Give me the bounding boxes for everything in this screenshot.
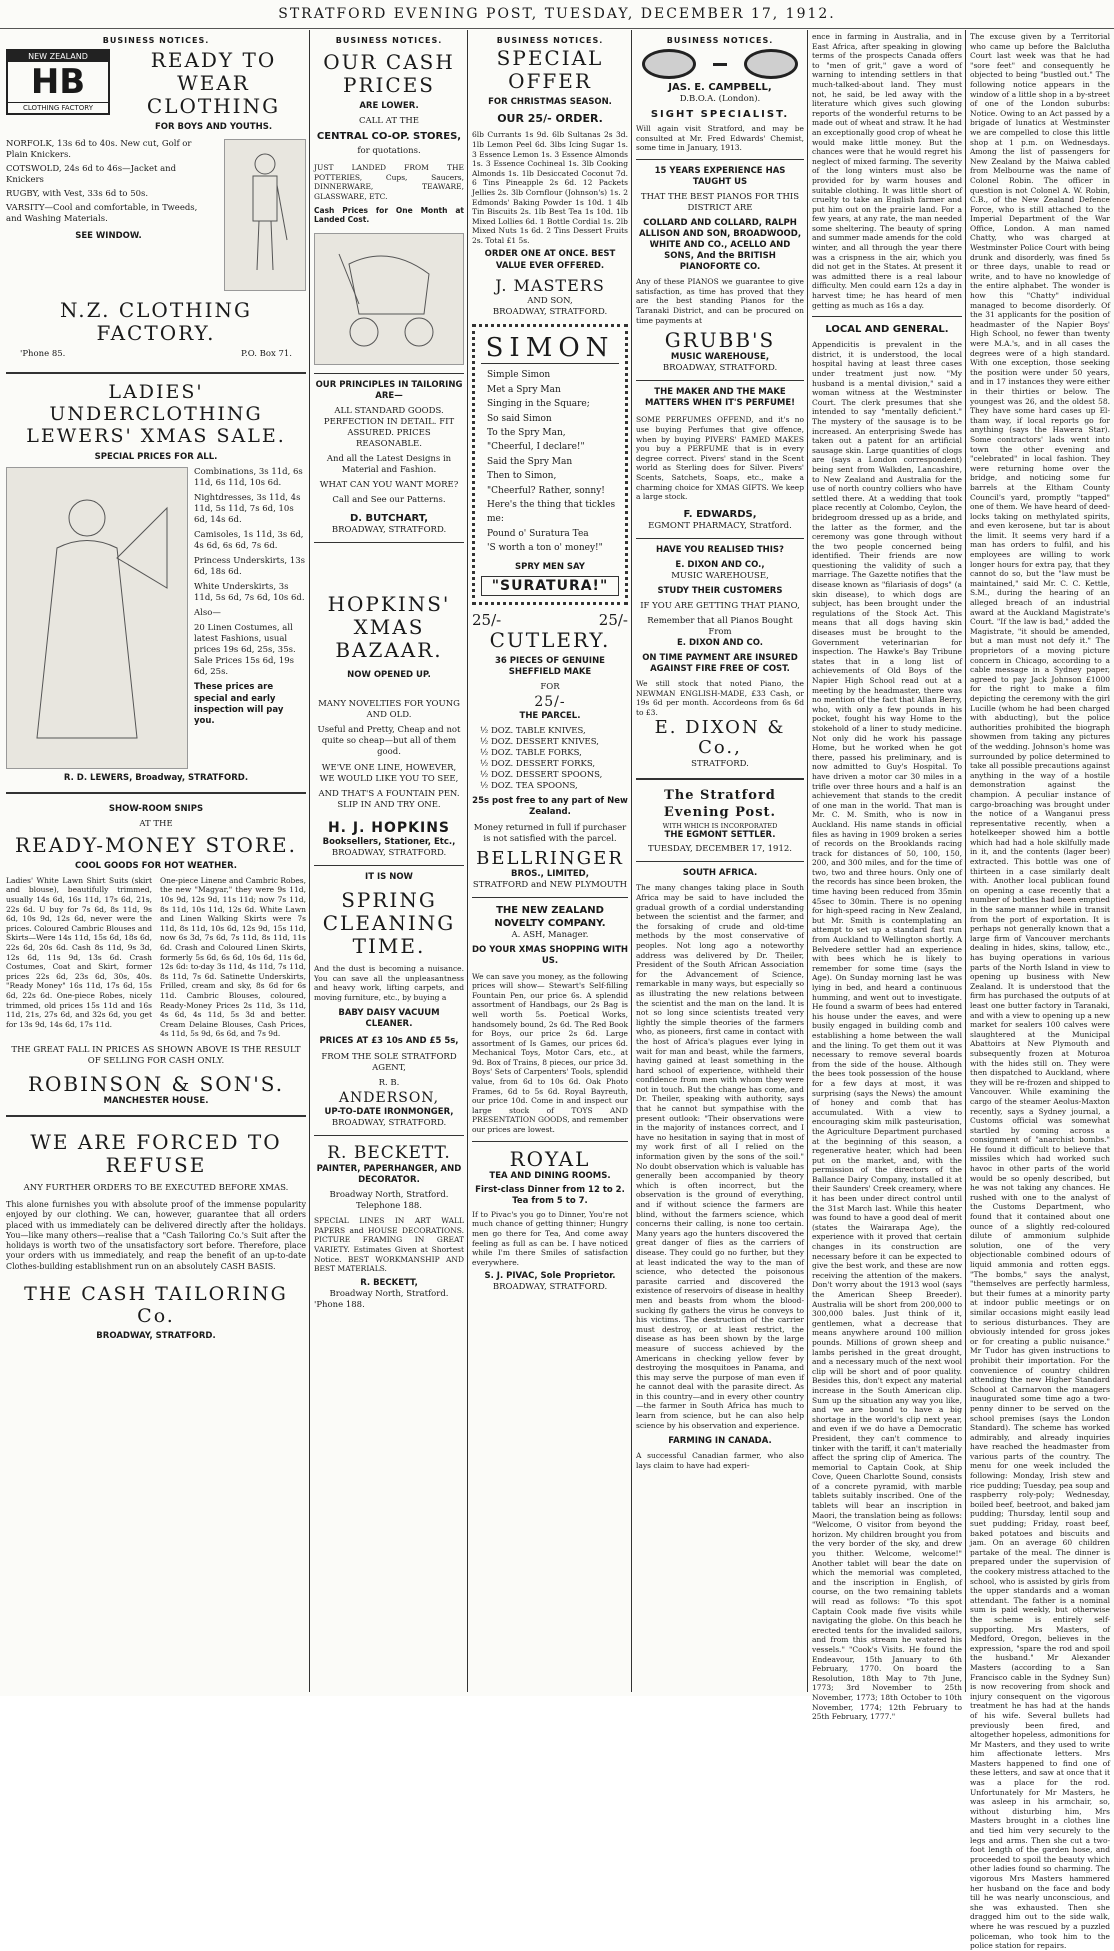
simon-poem: Simple Simon Met a Spry Man Singing in the Square; So said Simon To the Spry Man, "Cheerful, I declare!" Said the Spry Man Then to Simon, "Cheerful? Rather, sonny! Here's the thing that tickles me: Pound o' Suratura Tea 'S worth a ton o' money!" (487, 370, 616, 554)
cash-tailoring: THE CASH TAILORING Co. (24, 1282, 288, 1327)
column-5: ence in farming in Australia, and in East Africa, after speaking in glowing terms of the prospects Canada offers to "men of grit," gave a word of warning to intending settlers in that much-talked-about land. They must not, he said, be led away with the literature which gives such glowing reports of the wonderful returns to be made out of wheat and straw. It he had an exceptionally good crop of wheat he would make little money. But the chances were that he would regret his neglect of mixed farming. The severity of the long winters must also be provided for by warm houses and suitable clothing. It was little short of cruelty to take an English farmer and put him out on the prairie land. For a few years, at any rate, the man needed some sheltering. The beauty of spring and summer made amends for the cold winter, and all through the year there was a crispness in the air, which you did not get in the States. At present it was admitted there is a real labour difficulty. Men could earn 12s a day in harvest time; he has heard of men getting as much as 16s a day. LOCAL AND GENERAL. Appendicitis is prevalent in the district, it is understood, the local hospital having at least three cases under treatment just now. "My husband is a mental division," said a woman witness at the Westminster Court. The clerk presumes that she intended to say "mentally deficient." The mystery of the sausage is to be increased. An enterprising Swede has taken out a patent for an artificial sausage skin. Large quantities of clogs are (says a London correspondent) being sent from Walkden, Lancashire, to New Zealand and Australia for the use of north country colliers who have settled there. At a wedding that took place recently at Colombo, Ceylon, the bridegroom dressed up as a bride, and the latter as the former, and the ceremony was gone through without the two people concerned being identified. Their friends are now questioning the validity of such a marriage. The Gazette notifies that the disease known as "filariasis of dogs" (a skin disease), to which dogs are subject, has been brought under the regulations of the Stock Act. This means that all dogs having skin diseases must be brought to the Government veterinarian for inspection. The Hawke's Bay Tribune states that in a long list of achievements of Old Boys of the Napier High School read out at a meeting by the headmaster, there was no mention of the fact that Allan Berry, who, with only a few pounds in his pocket, fought his way Home to the stokehold of a liner to study medicine. Not only did he work his passage Home, but he worked when he got there, passed his preliminary, and is now admitted to Guy's Hospital. To have driven a motor car 30 miles in a trifle over three hours and a half is an achievement that stands to the credit of one man in the world. That man is Mr. C. M. Smith, who is now in Auckland. His name stands in official files as having in 1909 broken a series of records on the Brooklands racing track for distances of 50, 100, 150, 200, and 300 miles, and for the time of two, two and three hours. Only one of the records has since been broken, the time having been reduced from 35min 45sec to 30min. There is no opening for high-speed racing in New Zealand, but Mr. Smith is contemplating an attempt to set up a standard fast run from Auckland to Wellington shortly. A Belvedere settler had an experience with bees which he is likely to remember for some time (says the Age). On Sunday morning last he was lying in bed, and heard a continuous humming, and went out to investigate. He found a swarm of bees had entered his house under the eaves, and were busily engaged in building comb and establishing a home between the wall and the lining. To get them out it was necessary to remove several boards from the side of the house. Although the bees took possession of the house for a few days at most, it was surprising (says the News) the amount of honey and comb that has accumulated. With a view to encouraging skim milk pasteurisation, the Agriculture Department purchased at the beginning of this season, a regenerative heater, which had been put on the market, and, with the permission of the directors of the Ballance Dairy Company, installed it at their Saunders' Creek creamery, where it has been under direct control until the 31st March last. While this heater was found to have a good deal of merit (states the Wairarapa Age), the experience with it proved that certain changes in its construction are necessary before it can be expected to give the best work, and these are now receiving the attention of the makers. Don't worry about the 1913 wool (says the American Sheep Breeder). Australia will be short from 200,000 to 300,000 bales. Just think of it, gentlemen, what a decrease that means anywhere around 100 million pounds. Millions of grown sheep and lambs perished in the great drought, and a necessary much of the next wool clip will be short and of poor quality. Besides this, don't expect any material increase in the South American clip. Sum up the situation any way you like, and we are bound to have a big shortage in the world's clip next year, and even if we do have a Democratic President, they can't commence to tinker with the tariff, it can't materially affect the spring clip of America. The memorial to Captain Cook, at Ship Cove, Queen Charlotte Sound, consists of a concrete pyramid, with marble tablets suitably inscribed. One of the tablets will bear an inscription in Maori, the translation being as follows: "Welcome, O visitor from beyond the horizon. My children brought you from the very border of the sky, and drew you thither. Welcome, welcome!" Another tablet will bear the date on which the memorial was completed, and the inscription in English, of course, on the two remaining tablets will read as follows: "To this spot Captain Cook made five visits while navigating the globe. On this beach he erected tents for the invalided sailors, and from this stream he watered his vessels." "Cook's Visits. He found the Endeavour, 15th January to 6th February, 1770. On board the Resolution, 18th May to 7th June, 1773; 3rd November to 25th November, 1773; 18th October to 10th November, 1774; 12th February to 25th February, 1777." (812, 32, 962, 1722)
column-1: BUSINESS NOTICES. NEW ZEALAND HB CLOTHING FACTORY READY TO WEAR CLOTHING FOR BOYS AND YOUTHS. NORFOLK, 13s 6d to 40s. New cut, Golf or Plain Knickers. COTSWOLD, 24s 6d to 46s—Jacket and Knickers RUGBY, with Vest, 33s 6d to 50s. VARSITY—Cool and comfortable, in Tweeds, and Washing Materials. SEE WINDOW. N.Z. CLOTHING FACTORY. 'Phone 85. P.O. Box 71. LADIES' UNDERCLOTHING LEWERS' XMAS SALE. SPECIAL PRICES FOR ALL. Combinations, 3s 11d, 6s 11d, 6s 11d, 10s 6d. Nightdresses, 3s 11d, 4s 11d, 5s 11d, 7s 6d, 10s 6d, 14s 6d. Camisoles, 1s 11d, 3s 6d, 4s 6d, 6s 6d, 7s 6d. Princess Underskirts, 13s 6d, 18s 6d. White Underskirts, 3s 11d, 5s 6d, 7s 6d, 10s 6d. Also— 20 Linen Costumes, all latest Fashions, usual prices 19s 6d, 25s, 35s. Sale Prices 15s 6d, 19s 6d, 25s. These prices are special and early inspection will pay you. R. D. LEWERS, Broadway, STRATFORD. SHOW-ROOM SNIPS AT THE READY-MONEY STORE. COOL GOODS FOR HOT WEATHER. Ladies' White Lawn Shirt Suits (skirt and blouse), beautifully trimmed, usually 14s 6d, 16s 11d, 17s 6d, 21s, 22s 6d. U buy for 7s 6d, 8s 11d, 9s 6d, 10s 9d, 12s 6d, never were the prices. Coloured Cambric Blouses and Skirts—Were 14s 11d, 15s 6d, 18s 6d, 22s 6d, 20s 6d. Cash 8s 11d, 9s 3d, 12s 6d, 11s 9d, 13s 6d. Crash Costumes, Coat and Skirt, former prices 22s 6d, 23s 6d, 30s, 40s. "Ready Money" 16s 11d, 17s 6d, 15s 6d, 22s 6d. One-piece Robes, nicely trimmed, old prices 15s 11d and 16s 11d, 21s, 27s 6d, and 32s 6d, you get for 13s 9d, 14s 6d, 17s 11d. One-piece Linene and Cambric Robes, the new "Magyar," they were 9s 11d, 10s 9d, 12s 9d, 11s 11d; now 7s 11d, 8s 11d, 10s 11d, 12s 6d. White Lawn and Linen Walking Skirts were 7s 11d, 8s 11d, 10s 6d, 12s 9d, 15s 11d, now 6s 3d, 7s 6d, 7s 11d, 8s 11d, 11s 6d. Crash and Coloured Linen Skirts, formerly 5s 6d, 6s 6d, 10s 6d, 11s 6d, 12s 6d: to-day 3s 11d, 4s 11d, 7s 11d, 8s 11d, 7s 6d. Satinette Underskirts, Frilled, cream and sky, 8s 6d for 6s 11d. Cambric Blouses, coloured, Ready-Money Prices 2s 11d, 3s 11d, 4s 6d, 4s 11d, 5s 3d and better. Cream Delaine Blouses, Cash Prices, 4s 11d, 5s 9d, 6s 6d, and 7s 9d. THE GREAT FALL IN PRICES AS SHOWN ABOVE IS THE RESULT OF SELLING FOR CASH ONLY. ROBINSON & SON'S. MANCHESTER HOUSE. WE ARE FORCED TO REFUSE ANY FURTHER ORDERS TO BE EXECUTED BEFORE XMAS. This alone furnishes you with absolute proof of the immense popularity enjoyed by our clothing. We can, however, guarantee that all orders placed with us immediately can be delivered directly after the holidays. You—like many others—realise that a "Cash Tailoring Co.'s Suit after the holidays is worth two of the unsatisfactory sort before. Therefore, place your orders with us immediately, and reap the benefit of an up-to-date Clothes-building establishment run on an absolutely CASH BASIS. THE CASH TAILORING Co. BROADWAY, STRATFORD. (6, 36, 306, 1342)
royal: ROYAL (509, 1146, 591, 1171)
our-cash-prices: OUR CASH PRICES (323, 50, 455, 97)
pram-illustration (314, 233, 464, 365)
lewers-headline: LADIES' UNDERCLOTHING LEWERS' XMAS SALE. (26, 381, 286, 447)
ladies-illustration (6, 467, 188, 769)
local-general-heading: LOCAL AND GENERAL. (825, 324, 949, 336)
column-3: BUSINESS NOTICES. SPECIAL OFFER FOR CHRISTMAS SEASON. OUR 25/- ORDER. 6lb Currants 1s 9d. 6lb Sultanas 2s 3d. 1lb Lemon Peel 6d. 3lbs Icing Sugar 1s. 3 Essence Lemon 1s. 3 Essence Almonds 1s. 3 Essence Cochineal 1s. 3lb Cooking Almonds 1s. 1lb Desiccated Coconut 7d. 6 Tins Pineapple 2s 6d. 12 Packets Jellies 2s. 3lb Cornflour (Johnson's) 1s. 2 Edmonds' Baking Powder 1s 10d. 1 4lb Tin Biscuits 2s. 1lb Best Tea 1s 10d. 1lb Mixed Lollies 6d. 1 Bottle Cordial 1s. 2lb Mixed Nuts 1s 6d. 2 Tins Dessert Fruits 2s. Total £1 5s. ORDER ONE AT ONCE. BEST VALUE EVER OFFERED. J. MASTERS AND SON, BROADWAY, STRATFORD. SIMON Simple Simon Met a Spry Man Singing in the Square; So said Simon To the Spry Man, "Cheerful, I declare!" Said the Spry Man Then to Simon, "Cheerful? Rather, sonny! Here's the thing that tickles me: Pound o' Suratura Tea 'S worth a ton o' money!" SPRY MEN SAY "SURATURA!" 25/- 25/- CUTLERY. 36 PIECES OF GENUINE SHEFFIELD MAKE FOR 25/- THE PARCEL. ½ DOZ. TABLE KNIVES, ½ DOZ. DESSERT KNIVES, ½ DOZ. TABLE FORKS, ½ DOZ. DESSERT FORKS, ½ DOZ. DESSERT SPOONS, ½ DOZ. TEA SPOONS, 25s post free to any part of New Zealand. Money returned in full if purchaser is not satisfied with the parcel. BELLRINGER BROS., LIMITED, STRATFORD and NEW PLYMOUTH THE NEW ZEALAND NOVELTY COMPANY. A. ASH, Manager. DO YOUR XMAS SHOPPING WITH US. We can save you money, as the following prices will show— Stewart's Self-filling Fountain Pen, our price 6s. A splendid assortment of Handbags, our 2s Bag is well worth 5s. Poetical Works, handsomely bound, 2s 6d. The Red Book for Boys, our price 2s 6d. Large assortment of Is Games, our prices 6d. Mechanical Toys, Motor Cars, etc., at 9d. Box of Trains, 8 pieces, our price 3d. Boys' Sets of Carpenters' Tools, splendid value, from 6d to 10s 6d. Oak Photo Frames, 6d to 5s 6d. Royal Bayreuth, our price 10d. Come in and inspect our large stock of TOYS AND PRESENTATION GOODS, and remember our prices are lowest. ROYAL TEA AND DINING ROOMS. First-class Dinner from 12 to 2. Tea from 5 to 7. If to Pivac's you go to Dinner, You're not much chance of getting thinner; Hungry men go there for Tea, And come away feeling as full as can be. I have noticed while I'm there Smiles of satisfaction everywhere. S. J. PIVAC, Sole Proprietor. BROADWAY, STRATFORD. (472, 36, 628, 1293)
grubbs: GRUBB'S (664, 328, 776, 353)
paper-title: The Stratford Evening Post. (663, 788, 777, 820)
column-4: BUSINESS NOTICES. JAS. E. CAMPBELL, D.B.O.A. (London). SIGHT SPECIALIST. Will again visit Stratford, and may be consulted at Mr. Fred Edwards' Chemist, some time in January, 1913. 15 YEARS EXPERIENCE HAS TAUGHT US THAT THE BEST PIANOS FOR THIS DISTRICT ARE COLLARD AND COLLARD, RALPH ALLISON AND SON, BROADWOOD, WHITE AND CO., ACELLO AND SONS, And the BRITISH PIANOFORTE CO. Any of these PIANOS we guarantee to give satisfaction, as time has proved that they are the best standing Pianos for the Taranaki District, and can be procured on time payments at GRUBB'S MUSIC WAREHOUSE, BROADWAY, STRATFORD. THE MAKER AND THE MAKE MATTERS WHEN IT'S PERFUME! SOME PERFUMES OFFEND, and it's no use buying Perfumes that give offence, when by buying PIVERS' FAMED MAKES you buy a PERFUME that is in every degree correct. Pivers' stand in the Scent world as Sterling does for Silver. Pivers' Scents, Satchets, Soaps, etc., make a charming choice for XMAS GIFTS. We keep a large stock. F. EDWARDS, EGMONT PHARMACY, Stratford. HAVE YOU REALISED THIS? E. DIXON AND CO., MUSIC WAREHOUSE, STUDY THEIR CUSTOMERS IF YOU ARE GETTING THAT PIANO, Remember that all Pianos Bought From E. DIXON AND CO. ON TIME PAYMENT ARE INSURED AGAINST FIRE FREE OF COST. We still stock that noted Piano, the NEWMAN ENGLISH-MADE, £33 Cash, or 19s 6d per month. Accordeons from 6s 6d to £3. E. DIXON & Co., STRATFORD. The Stratford Evening Post. WITH WHICH IS INCORPORATED THE EGMONT SETTLER. TUESDAY, DECEMBER 17, 1912. SOUTH AFRICA. The many changes taking place in South Africa may be said to have included the gradual growth of a cordial understanding between the scientist and the farmer, and the forsaking of crude and old-time methods by the most conservative of peoples. Not long ago a noteworthy address was delivered by Dr. Theiler, President of the South African Association for the Advancement of Science, remarkable in many ways, but especially so as illustrating the new relations between the scientist and the man on the land. It is not so long since scientists treated very lightly the simple theories of the farmers who, as pioneers, first came in contact with the host of Africa's plagues ever lying in wait for man and beast, while the farmers, having gained at least something in the hard school of experience, withheld their confidence from men with whom they were not in touch. But the change has come, and Dr. Theiler, speaking with authority, says that he cannot but sympathise with the present outlook: "Their observations were in the majority of instances correct, and I have no hesitation in saying that in most of my work first of all I relied on the information given by the sons of the soil." No doubt observation which is valuable has generally been accompanied by theory which is often incorrect, but the observation is the ground of everything, and if without science the farmers are blind, without the farmers science, which concerns their calling, is none too certain. Many years ago the hunters discovered the great danger of flies as the carriers of disease. They could go no further, but they at least indicated the way to the man of science, who detected the poisonous parasite carried and discovered the existence of reservoirs of disease in healthy men and beasts from whom the blood-sucking fly gathers the virus he conveys to his victims. The destruction of the carrier must destroy, or at least restrict, the disease as has been shown by the large measure of success achieved by the Americans in checking yellow fever by destroying the mosquitoes in Panama, and this may serve the purpose of man even if he cannot deal with the parasite direct. As in this country—and in every other country—the farmer in South Africa has much to learn from science, but he can also help science by his observation and experience. FARMING IN CANADA. A successful Canadian farmer, who also lays claim to have had experi- (636, 36, 804, 1470)
article-continuation: ence in farming in Australia, and in East Africa, after speaking in glowing terms of the prospects Canada offers to "men of grit," gave a word of warning to intending settlers in that much-talked-about land. They must not, he said, be led away with the literature which gives such glowing reports of the wonderful returns to be made out of wheat and straw. It he had an exceptionally good crop of wheat he would make little money. But the chances were that he would regret his neglect of mixed farming. The severity of the long winters must also be provided for by warm houses and suitable clothing. It was little short of cruelty to take an English farmer and put him out on the prairie land. For a few years, at any rate, the man needed some sheltering. The beauty of spring and summer made amends for the cold winter, and all through the year there was a crispness in the air, which you did not get in the States. At present it was admitted there is a real labour difficulty. Men could earn 12s a day in harvest time; he has heard of men getting as much as 16s a day. (812, 32, 962, 310)
column-2: BUSINESS NOTICES. OUR CASH PRICES ARE LOWER. CALL AT THE CENTRAL CO-OP. STORES, for quotations. JUST LANDED FROM THE POTTERIES, Cups, Saucers, DINNERWARE, TEAWARE, GLASSWARE, ETC. Cash Prices for One Month at Landed Cost. OUR PRINCIPLES IN TAILORING ARE— ALL STANDARD GOODS. PERFECTION IN DETAIL. FIT ASSURED. PRICES REASONABLE. And all the Latest Designs in Material and Fashion. WHAT CAN YOU WANT MORE? Call and See our Patterns. D. BUTCHART, BROADWAY, STRATFORD. HOPKINS' XMAS BAZAAR. NOW OPENED UP. MANY NOVELTIES FOR YOUNG AND OLD. Useful and Pretty, Cheap and not quite so cheap—but all of them good. WE'VE ONE LINE, HOWEVER, WE WOULD LIKE YOU TO SEE, AND THAT'S A FOUNTAIN PEN. SLIP IN AND TRY ONE. H. J. HOPKINS Booksellers, Stationer, Etc., BROADWAY, STRATFORD. IT IS NOW SPRING CLEANING TIME. And the dust is becoming a nuisance. You can save all the unpleasantness and heavy work, lifting carpets, and moving furniture, etc., by buying a BABY DAISY VACUUM CLEANER. PRICES AT £3 10s AND £5 5s, FROM THE SOLE STRATFORD AGENT, R. B. ANDERSON, UP-TO-DATE IRONMONGER, BROADWAY, STRATFORD. R. BECKETT. PAINTER, PAPERHANGER, AND DECORATOR. Broadway North, Stratford. Telephone 188. SPECIAL LINES IN ART WALL PAPERS and HOUSE DECORATIONS. PICTURE FRAMING IN GREAT VARIETY. Estimates Given at Shortest Notice. BEST WORKMANSHIP AND BEST MATERIALS. R. BECKETT, Broadway North, Stratford. 'Phone 188. (314, 36, 464, 1310)
masters-name: J. MASTERS (495, 275, 605, 295)
nz-clothing-factory: N.Z. CLOTHING FACTORY. (60, 298, 252, 346)
masthead: STRATFORD EVENING POST, TUESDAY, DECEMBER 17, 1912. (0, 0, 1114, 29)
ready-money-store: READY-MONEY STORE. (15, 832, 297, 857)
robinson-sons: ROBINSON & SON'S. (27, 1072, 285, 1097)
cutlery: CUTLERY. (489, 627, 611, 652)
edixon: E. DIXON & Co., (654, 716, 786, 759)
spring-cleaning: SPRING CLEANING TIME. (322, 888, 456, 959)
column-6 (970, 32, 1110, 1951)
forced-headline: WE ARE FORCED TO REFUSE (30, 1130, 282, 1178)
local-news-continued: The excuse given by a Territorial who came up before the Balclutha Court last week was that he had "sore feet" and consequently he objected to being "bustled out." The following notice appears in the window of a little shop in a by-street of one of the London suburbs: Notice. Owing to an Act passed by a brigade of lunatics at Westminster we are compelled to close this little shop at 1 p.m. on Wednesdays. Among the list of passengers for New Zealand by the Maiwa cabled from Melbourne was the name of Colonel Robin. The officer in question is not Colonel A. W. Robin, C.B., of the New Zealand Defence Force, who is still attached to the Imperial Department of the War Office, London. A man named Chatty, who was charged at Westminster Police Court with being drunk and disorderly, was fined 5s or three days, unable to read or write, and to have no knowledge of the entire alphabet. The wonder is how this "Chatty" individual managed to become disorderly. Of the 31 applicants for the position of headmaster of the Napier Boys' High School, no fewer than twenty were M.A.'s, and in all cases the degrees were of a high standard. With one exception, those seeking the position were under 50 years, and in 17 instances they were either in their thirties or below. The youngest was 26, and the oldest 58. They have some hard cases up El-tham way, if local reports go for anything (says the Hawera Star). Some contractors' lads went into town the other evening and "celebrated" in local fashion. They were returning home over the bridge, and noticing some fur barrels at the Eltham County Council's yard, promptly "tapped" one of them. We have heard of deed-locks taking on methylated spirits, and even kerosene, but tar is about the limit. It seems very hard if a man has orders to fulfil, and his employees are willing to work longer hours for extra pay, that they cannot do so, but the "law must be maintained," said Mr. C. C. Kettle, S.M., during the hearing of an alleged breach of an industrial award at the Auckland Magistrate's Court. "If the law is bad," added the Magistrate, "it should be amended, but a man must not defy it." The proprietors of a moving picture concern in Chicago, according to a cable message in a Sydney paper, agreed to pay Jack Johnson £1000 for the right to make a film depicting the ceremony with the girl Lucille (whom he had been charged with abducting), but the police authorities prohibited the biograph showmen from taking any pictures of the wedding. Johnson's home was surrounded by police determined to take all possible precautions against anything in the way of a hostile demonstration against the champion. A peculiar instance of cargo-broaching was brought under the notice of a Wanganui press representative recently, when a hotelkeeper showed him a bottle which had had a hole skilfully made in it, and the contents (lager beer) extracted. This bottle was one of thirteen in a case similarly dealt with. Another local publican found on opening a case recently that a number of bottles had been emptied in the same manner while in transit from the port of exportation. It is perhaps not generally known that a large firm of Vancouver merchants dealing in hides, skins, tallow, etc., has buying operations in various parts of the North Island in view to opening up business with New Zealand. It is understood that the firm has purchased the outputs of at least one butter factory in Taranaki, and with a view to opening up a new market for sealers 100 calves were slaughtered at the Municipal Abattoirs at New Plymouth and subsequently frozen at Moturoa with the hides still on. They were then dispatched to Auckland, where they will be re-frozen and shipped to Vancouver. While examining the cargo of the steamer Aeolus-Maxton recently, says a Sydney journal, a Customs official was somewhat startled by coming across a consignment of "anarchist bombs." He found it difficult to believe that missiles which had worked such havoc in other parts of the world would be so openly described, but he was not taking any chances. He rushed with one to the analyst of the Customs Department, who found that it contained about one ounce of a slightly red-coloured dilute of ammonium sulphide solution, one of the very objectionable combined odours of liquid ammonia and rotten eggs. "The bombs," says the analyst, "themselves are perfectly harmless, but their fumes at a minority party at indoor public meetings or on similar occasions might easily lead to serious disturbances. They are obviously intended for gross jokes or for creating a public nuisance." Mr Tudor has given instructions to prohibit their importation. For the convenience of country children attending the new Higher Standard School at Carnarvon the managers inaugurated some time ago a two-penny dinner to be served on the school premises (says the London Standard). The scheme has worked admirably, and already inquiries have reached the headmaster from various parts of the country. The menu for one week included the following: Monday, Irish stew and rice pudding; Tuesday, pea soup and raspberry roly-poly; Wednesday, boiled beef, beetroot, and baked jam pudding; Thursday, lentil soup and suet pudding; Friday, roast beef, baked potatoes and biscuits and jam. On an average 60 children partake of the meal. The dinner is prepared under the supervision of the cookery mistress attached to the school, who is assisted by girls from the upper standards and a woman attendant. The father is a nominal sum is paid weekly, but otherwise the scheme is entirely self-supporting. Mrs Masters, of Medford, Oregon, believes in the expression, "spare the rod and spoil the husband." Mr Alexander Masters (according to a San Francisco cable in the Sydney Sun) is now recovering from shock and injury consequent on the vigorous treatment he has had at the hands of his wife. Several bullets had previously been fired, and altogether hopeless, admonitions for Mr Masters, and they used to write him affectionate letters. Mrs Masters happened to find one of these letters, and saw at once that it was a place for the rod. Unfortunately for Mr Masters, he was asleep in his armchair, so, without disturbing him, Mrs Masters brought in a clothes line and tied him very securely to the legs and arms. Then she cut a two-foot length of the garden hose, and proceeded to spoil the beauty which other ladies found so charming. The vigorous Mrs Masters hammered her husband on the face and body till he was nearly unconscious, and she was exhausted. Then she dragged him out to the side walk, where he was rescued by a puzzled policeman, who took him to the police station for repairs. (970, 32, 1110, 1951)
hb-logo: NEW ZEALAND HB CLOTHING FACTORY (6, 49, 110, 115)
ad-headline: READY TO WEAR CLOTHING (146, 48, 281, 118)
column-header: BUSINESS NOTICES. (102, 36, 210, 45)
simon-ad: SIMON Simple Simon Met a Spry Man Singing in the Square; So said Simon To the Spry Man, "Cheerful, I declare!" Said the Spry Man Then to Simon, "Cheerful? Rather, sonny! Here's the thing that tickles me: Pound o' Suratura Tea 'S worth a ton o' money!" SPRY MEN SAY "SURATURA!" (472, 324, 628, 604)
special-offer: SPECIAL OFFER (496, 46, 604, 93)
spectacles-icon (636, 47, 804, 81)
beckett-headline: R. BECKETT. (327, 1142, 451, 1163)
boy-figure-illustration (224, 139, 306, 291)
bellringer: BELLRINGER (476, 847, 624, 869)
hopkins-bazaar: HOPKINS' XMAS BAZAAR. (327, 592, 451, 663)
